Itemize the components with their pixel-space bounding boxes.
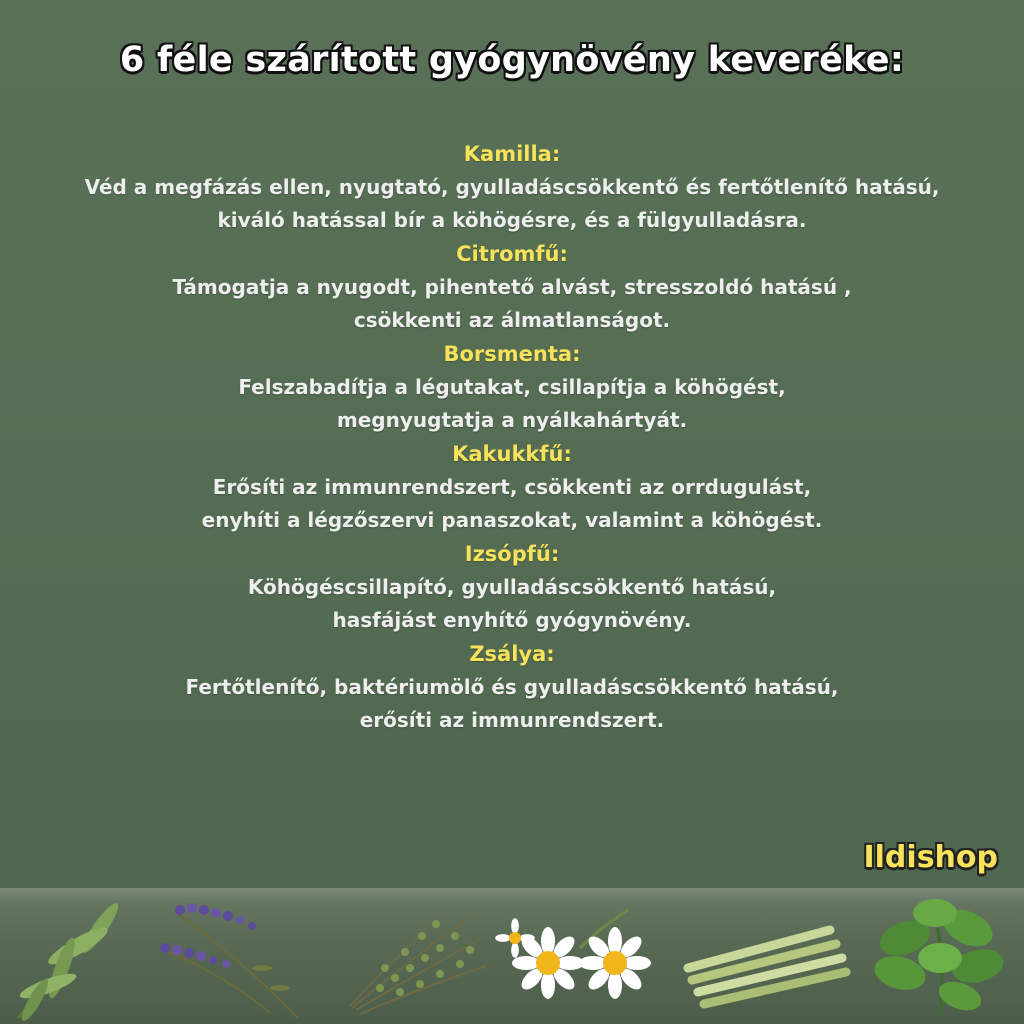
brand-logo: Ildishop xyxy=(863,840,998,875)
herb-description-line: hasfájást enyhítő gyógynövény. xyxy=(332,608,692,632)
herb-description-line: csökkenti az álmatlanságot. xyxy=(353,308,671,332)
chamomile-flowers-image xyxy=(495,910,651,999)
herb-section-citromfu xyxy=(0,237,1024,337)
herb-name: Borsmenta: xyxy=(443,342,581,366)
herb-section-zsalya xyxy=(0,637,1024,737)
herb-name: Izsópfű: xyxy=(464,542,560,566)
herb-description-line: erősíti az immunrendszert. xyxy=(359,708,665,732)
herb-illustrations xyxy=(0,888,1024,1024)
herb-description-line: Erősíti az immunrendszert, csökkenti az orrdugulást, xyxy=(212,475,812,499)
herb-name: Citromfű: xyxy=(456,242,568,266)
herb-name: Kamilla: xyxy=(463,142,561,166)
herb-section-borsmenta xyxy=(0,337,1024,437)
herb-section-kamilla xyxy=(0,137,1024,237)
hyssop-flowers-image xyxy=(160,903,298,1018)
herb-description-line: kiváló hatással bír a köhögésre, és a fülgyulladásra. xyxy=(217,208,807,232)
sage-sprig-image xyxy=(17,899,123,1023)
herb-section-kakukkfu xyxy=(0,437,1024,537)
thyme-bundle-image xyxy=(350,916,486,1014)
herb-name: Kakukkfű: xyxy=(452,442,572,466)
herb-description-line: Támogatja a nyugodt, pihentető alvást, stresszoldó hatású , xyxy=(172,275,852,299)
herb-description-line: enyhíti a légzőszervi panaszokat, valamint a köhögést. xyxy=(201,508,823,532)
herb-description-line: Felszabadítja a légutakat, csillapítja a köhögést, xyxy=(238,375,786,399)
herb-name: Zsálya: xyxy=(469,642,555,666)
mint-leaves-image xyxy=(871,899,1008,1016)
herb-description-line: Véd a megfázás ellen, nyugtató, gyulladáscsökkentő és fertőtlenítő hatású, xyxy=(84,175,940,199)
page-title: 6 féle szárított gyógynövény keveréke: xyxy=(119,40,905,80)
herb-list xyxy=(0,137,1024,737)
lemongrass-stalks-image xyxy=(688,930,846,1004)
herb-description-line: megnyugtatja a nyálkahártyát. xyxy=(336,408,688,432)
herb-section-izsopfu xyxy=(0,537,1024,637)
herb-description-line: Köhögéscsillapító, gyulladáscsökkentő hatású, xyxy=(247,575,777,599)
herb-description-line: Fertőtlenítő, baktériumölő és gyulladáscsökkentő hatású, xyxy=(185,675,839,699)
herb-image-strip xyxy=(0,888,1024,1024)
